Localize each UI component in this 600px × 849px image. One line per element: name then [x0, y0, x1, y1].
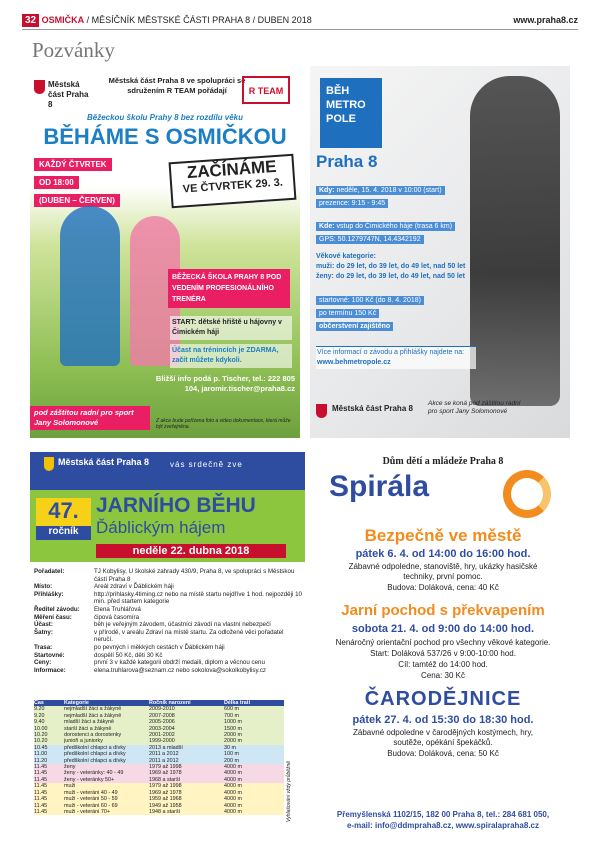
- poster1-noage: Běžeckou školu Prahy 8 bez rozdílu věku: [86, 113, 244, 122]
- table-cell: 1948 a starší: [149, 808, 181, 815]
- table-cell: 2013 a mladší: [149, 744, 183, 751]
- table-cell: 11.45: [34, 776, 48, 783]
- table-cell: 1949 až 1958: [149, 802, 182, 809]
- info-value: TJ Kobylisy, U školské zahrady 430/9, Praha 8, ve spolupráci s Městskou částí Praha 8: [94, 568, 295, 583]
- poster-spirala: [313, 452, 573, 842]
- info-key: Trasa:: [34, 643, 53, 651]
- poster2-auspices: Akce se koná pod záštitou radní pro sport Jany Solomonové: [428, 400, 521, 415]
- info-row: [34, 629, 302, 644]
- info-value: první 3 v každé kategorii obdrží medaili, diplom a věcnou cenu: [94, 659, 265, 667]
- poster2-org: [316, 404, 413, 413]
- cat-title: Věkové kategorie:: [316, 253, 376, 260]
- info-key: Ředitel závodu:: [34, 605, 80, 613]
- cat-men: muži: do 29 let, do 39 let, do 49 let, nad 50 let: [316, 263, 466, 270]
- table-cell: 1959 až 1968: [149, 796, 182, 803]
- table-cell: 2001-2002: [149, 732, 175, 739]
- table-cell: muži: [64, 783, 76, 790]
- table-cell: ženy - veteránky: 40 - 49: [64, 770, 124, 777]
- poster2-gps: [316, 235, 424, 245]
- poster1-start-b: VE ČTVRTEK 29. 3.: [182, 176, 284, 196]
- info-value: http://prihlasky.4timing.cz nebo na místě startu nejdříve 1 hod. nejpozději 10 min. před startem kategorie: [94, 590, 302, 606]
- table-cell: 600 m: [224, 706, 239, 713]
- table-cell: předškolní chlapci a dívky: [64, 757, 126, 764]
- event3-title: ČARODĚJNICE: [364, 688, 522, 710]
- info-row: [34, 606, 302, 614]
- table-cell: 30 m: [224, 744, 236, 751]
- table-cell: 11.45: [34, 764, 48, 771]
- info-value: čipová časomíra: [94, 613, 140, 621]
- table-cell: 2007-2008: [149, 712, 175, 719]
- table-header-cell: Délka trati: [224, 700, 251, 706]
- table-cell: 2000 m: [224, 738, 242, 745]
- table-cell: 11.45: [34, 802, 48, 809]
- more-text: Více informací o závodu a přihlášky najdete na:: [317, 349, 465, 356]
- poster4-email-web[interactable]: e-mail: info@ddmpraha8.cz, www.spiralapraha8.cz: [347, 821, 539, 830]
- poster2-where: [316, 222, 455, 232]
- event2-body: Nenáročný orientační pochod pro všechny věkové kategorie.: [335, 638, 551, 647]
- poster2-categories: [316, 252, 465, 282]
- poster1-start-a: ZAČÍNÁME: [186, 156, 278, 183]
- info-row: [34, 591, 302, 606]
- poster3-table: [34, 700, 284, 815]
- poster1-coop: Městská část Praha 8 ve spolupráci se sdružením R TEAM pořádají: [108, 76, 246, 95]
- event3-body: Zábavné odpoledne v čarodějných kostýmech, hry, soutěže, opékání špekáčků.: [353, 728, 533, 747]
- table-cell: 4000 m: [224, 764, 242, 771]
- table-cell: 4000 m: [224, 789, 242, 796]
- info-row: [34, 583, 302, 591]
- runner-man-photo: [60, 206, 120, 366]
- poster-jarni-beh: [30, 452, 305, 842]
- poster3-side-note: Vyhlašování vždy průběžně: [286, 760, 292, 822]
- table-cell: předškolní chlapci a dívky: [64, 751, 126, 758]
- table-cell: 10.45: [34, 744, 48, 751]
- cat-women: ženy: do 29 let, do 39 let, do 49 let, nad 50 let: [316, 273, 465, 280]
- poster3-org: [44, 457, 149, 468]
- info-value: Elena Truhlářová: [94, 605, 141, 613]
- event1-title: Bezpečně ve městě: [364, 526, 522, 545]
- table-cell: 11.45: [34, 783, 48, 790]
- table-header-cell: Ročník narození: [149, 700, 191, 706]
- poster3-date: neděle 22. dubna 2018: [96, 544, 286, 558]
- table-cell: 10.20: [34, 732, 48, 739]
- poster4-home: Dům dětí a mládeže Praha 8: [382, 456, 504, 467]
- info-row: [34, 652, 302, 660]
- event2-title: Jarní pochod s překvapením: [341, 602, 545, 619]
- poster-behame-s-osmickou: [30, 66, 300, 438]
- poster1-school: BĚŽECKÁ ŠKOLA PRAHY 8 POD VEDENÍM PROFESIONÁLNÍHO TRENÉRA: [168, 269, 290, 308]
- spiral-icon: [503, 470, 551, 518]
- header-url[interactable]: www.praha8.cz: [513, 15, 578, 25]
- table-cell: 1969 až 1978: [149, 770, 182, 777]
- poster3-rocnik: ročník: [36, 526, 91, 540]
- table-cell: 10.20: [34, 738, 48, 745]
- table-cell: ženy - veteránky 50+: [64, 776, 115, 783]
- info-row: [34, 659, 302, 667]
- poster4-address: Přemyšlenská 1102/15, 182 00 Praha 8, tel.: 284 681 050,: [336, 810, 550, 819]
- table-cell: mladší žáci a žákyně: [64, 719, 115, 726]
- table-cell: 700 m: [224, 712, 239, 719]
- info-row: [34, 667, 302, 675]
- poster2-refresh: [316, 322, 393, 332]
- poster2-when: [316, 186, 445, 196]
- magazine-name: OSMIČKA: [41, 15, 85, 25]
- poster1-start-place: START: dětské hřiště u hájovny v Čimickém háji: [170, 316, 292, 340]
- event2-start: Start: Doláková 537/26 v 9:00-10:00 hod.: [370, 649, 516, 658]
- poster1-org: [34, 80, 94, 110]
- section-title: Pozvánky: [32, 38, 115, 62]
- table-cell: 10.00: [34, 725, 48, 732]
- praha8-shield-icon: [44, 457, 54, 471]
- praha8-shield-icon: [34, 80, 45, 94]
- fee2-value: po termínu 150 Kč: [316, 309, 379, 318]
- event1-date: pátek 6. 4. od 14:00 do 16:00 hod.: [355, 548, 531, 560]
- runner-woman-photo: [470, 76, 560, 406]
- table-cell: ženy: [64, 764, 76, 771]
- info-value: dospělí 50 Kč, děti 30 Kč: [94, 651, 163, 659]
- event2-date: sobota 21. 4. od 9:00 do 14:00 hod.: [351, 623, 535, 635]
- table-cell: 1999-2000: [149, 738, 175, 745]
- poster3-invite: vás srdečně zve: [170, 460, 243, 469]
- info-row: [34, 644, 302, 652]
- poster1-tag-time: OD 18:00: [34, 176, 79, 189]
- praha8-shield-icon: [316, 404, 327, 418]
- table-row: [34, 809, 284, 815]
- table-cell: 9.20: [34, 706, 45, 713]
- event1-place: Budova: Doláková, cena: 40 Kč: [387, 583, 499, 592]
- info-key: Startovné:: [34, 651, 65, 659]
- info-key: Měření času:: [34, 613, 72, 621]
- more-url[interactable]: www.behmetropole.cz: [317, 359, 391, 366]
- info-value: po pevných i měkkých cestách v Ďáblickém háji: [94, 643, 225, 651]
- table-cell: 2003-2004: [149, 725, 175, 732]
- info-key: Účast:: [34, 621, 53, 629]
- table-cell: dorostenci a dorostenky: [64, 732, 122, 739]
- table-cell: 4000 m: [224, 802, 242, 809]
- info-value: elena.truhlarova@seznam.cz nebo sokolova@sokolkobylisy.cz: [94, 666, 267, 674]
- beh-metropole-logo: BĚH METRO POLE: [320, 78, 382, 148]
- poster2-fee2: [316, 309, 379, 319]
- gps-value: GPS: 50.1279747N, 14.4342192: [316, 235, 424, 244]
- event1-body: Zábavné odpoledne, stanoviště, hry, ukázky hasičské techniky, první pomoc.: [348, 562, 538, 581]
- event3-place: Budova: Doláková, cena: 50 Kč: [387, 749, 499, 758]
- table-cell: 11.45: [34, 789, 48, 796]
- table-cell: 4000 m: [224, 783, 242, 790]
- table-cell: 11.45: [34, 796, 48, 803]
- when-label: Kdy:: [319, 187, 335, 194]
- table-cell: 1969 až 1978: [149, 789, 182, 796]
- poster1-note: Z akce bude pořízena foto a video dokumentace, která může být zveřejněna.: [156, 418, 291, 430]
- table-cell: starší žáci a žákyně: [64, 725, 112, 732]
- table-cell: 11.45: [34, 770, 48, 777]
- page-number: 32: [22, 14, 39, 27]
- info-key: Přihlášky:: [34, 590, 64, 598]
- info-key: Pořadatel:: [34, 568, 65, 575]
- table-cell: nejmladší žáci a žákyně: [64, 706, 122, 713]
- issue-info: / MĚSÍČNÍK MĚSTSKÉ ČÁSTI PRAHA 8 / DUBEN 2018: [84, 15, 312, 25]
- table-cell: 4000 m: [224, 796, 242, 803]
- info-key: Místo:: [34, 583, 53, 591]
- poster4-contact: [313, 809, 573, 831]
- rteam-logo: R TEAM: [242, 76, 290, 104]
- info-row: [34, 614, 302, 622]
- poster2-city: Praha 8: [316, 152, 378, 171]
- info-key: Ceny:: [34, 659, 52, 667]
- table-cell: 11.20: [34, 757, 48, 764]
- info-value: v přírodě, v areálu Zdraví na místě startu. Za odložené věci pořadatel neručí.: [94, 628, 284, 644]
- spirala-logo: Spirála: [329, 470, 430, 503]
- refresh-value: občerstvení zajištěno: [316, 322, 393, 331]
- table-cell: 1500 m: [224, 725, 242, 732]
- table-cell: 4000 m: [224, 770, 242, 777]
- poster1-tag-period: (DUBEN – ČERVEN): [34, 194, 120, 207]
- info-value: běh je veřejným závodem, účastníci závodí na vlastní nebezpečí: [94, 621, 271, 629]
- table-cell: 200 m: [224, 757, 239, 764]
- table-cell: 2009-2010: [149, 706, 175, 713]
- info-row: [34, 621, 302, 629]
- table-cell: 11.45: [34, 808, 48, 815]
- poster1-info: Bližší info podá p. Tischer, tel.: 222 805 104, jaromir.tischer@praha8.cz: [155, 374, 295, 393]
- table-cell: junioři a juniorky: [64, 738, 103, 745]
- event2-finish: Cíl: tamtéž do 14:00 hod.: [398, 660, 488, 669]
- poster1-auspices: pod záštitou radní pro sport Jany Solomonové: [30, 406, 150, 430]
- table-cell: 100 m: [224, 751, 239, 758]
- poster1-org-text: Městská část Praha 8: [48, 80, 89, 109]
- info-key: Informace:: [34, 666, 66, 674]
- poster3-top: [30, 452, 305, 490]
- table-cell: muži - veteráni 50 - 59: [64, 796, 118, 803]
- when-value: neděle, 15. 4. 2018 v 10:00 (start): [336, 187, 442, 194]
- poster1-tag-day: KAŽDÝ ČTVRTEK: [34, 158, 112, 171]
- table-cell: 1979 až 1998: [149, 764, 182, 771]
- info-row: [34, 568, 302, 583]
- poster3-num: 47.: [36, 498, 91, 526]
- poster1-free: Účast na trénincích je ZDARMA, začít můžete kdykoli.: [170, 344, 292, 368]
- table-cell: 2011 a 2012: [149, 757, 179, 764]
- poster3-title2: Ďáblickým hájem: [96, 518, 226, 537]
- table-cell: 2000 m: [224, 732, 242, 739]
- poster1-start-stamp: [169, 154, 297, 209]
- table-cell: 9.20: [34, 712, 45, 719]
- table-cell: 2011 a 2012: [149, 751, 179, 758]
- poster2-fee: [316, 296, 424, 306]
- poster1-title: BĚHÁME S OSMIČKOU: [43, 124, 287, 149]
- table-cell: 9.40: [34, 719, 45, 726]
- fee-value: startovné: 100 Kč (do 8. 4. 2018): [316, 296, 424, 305]
- table-cell: předškolní chlapci a dívky: [64, 744, 126, 751]
- presence-value: prezence: 9:15 - 9:45: [316, 199, 388, 208]
- where-value: vstup do Čimického háje (trasa 6 km): [336, 223, 453, 230]
- poster2-presence: [316, 199, 388, 209]
- poster3-title1: JARNÍHO BĚHU: [96, 494, 256, 517]
- table-header-cell: Čas: [34, 700, 44, 706]
- table-cell: muži - veteráni 60 - 69: [64, 802, 118, 809]
- poster3-org-text: Městská část Praha 8: [58, 457, 150, 467]
- poster-beh-metropole: [310, 66, 570, 438]
- table-cell: 4000 m: [224, 776, 242, 783]
- event3-date: pátek 27. 4. od 15:30 do 18:30 hod.: [352, 714, 534, 726]
- table-cell: 2005-2006: [149, 719, 175, 726]
- table-cell: 1979 až 1998: [149, 783, 182, 790]
- table-cell: nejmladší žáci a žákyně: [64, 712, 122, 719]
- info-value: Areál zdraví v Ďáblickém háji: [94, 583, 174, 591]
- table-cell: 1000 m: [224, 719, 242, 726]
- table-header-cell: Kategorie: [64, 700, 89, 706]
- poster3-info: [34, 568, 302, 674]
- poster2-org-text: Městská část Praha 8: [332, 404, 413, 413]
- event2-price: Cena: 30 Kč: [420, 671, 466, 680]
- table-cell: 1968 a starší: [149, 776, 181, 783]
- table-cell: muži - veteráni 40 - 49: [64, 789, 118, 796]
- info-key: Šatny:: [34, 628, 53, 636]
- page-header: [22, 14, 578, 30]
- where-label: Kde:: [319, 223, 335, 230]
- table-cell: 4000 m: [224, 808, 242, 815]
- table-cell: 11.00: [34, 751, 48, 758]
- table-cell: muži - veteráni 70+: [64, 808, 110, 815]
- poster2-more: [316, 346, 476, 369]
